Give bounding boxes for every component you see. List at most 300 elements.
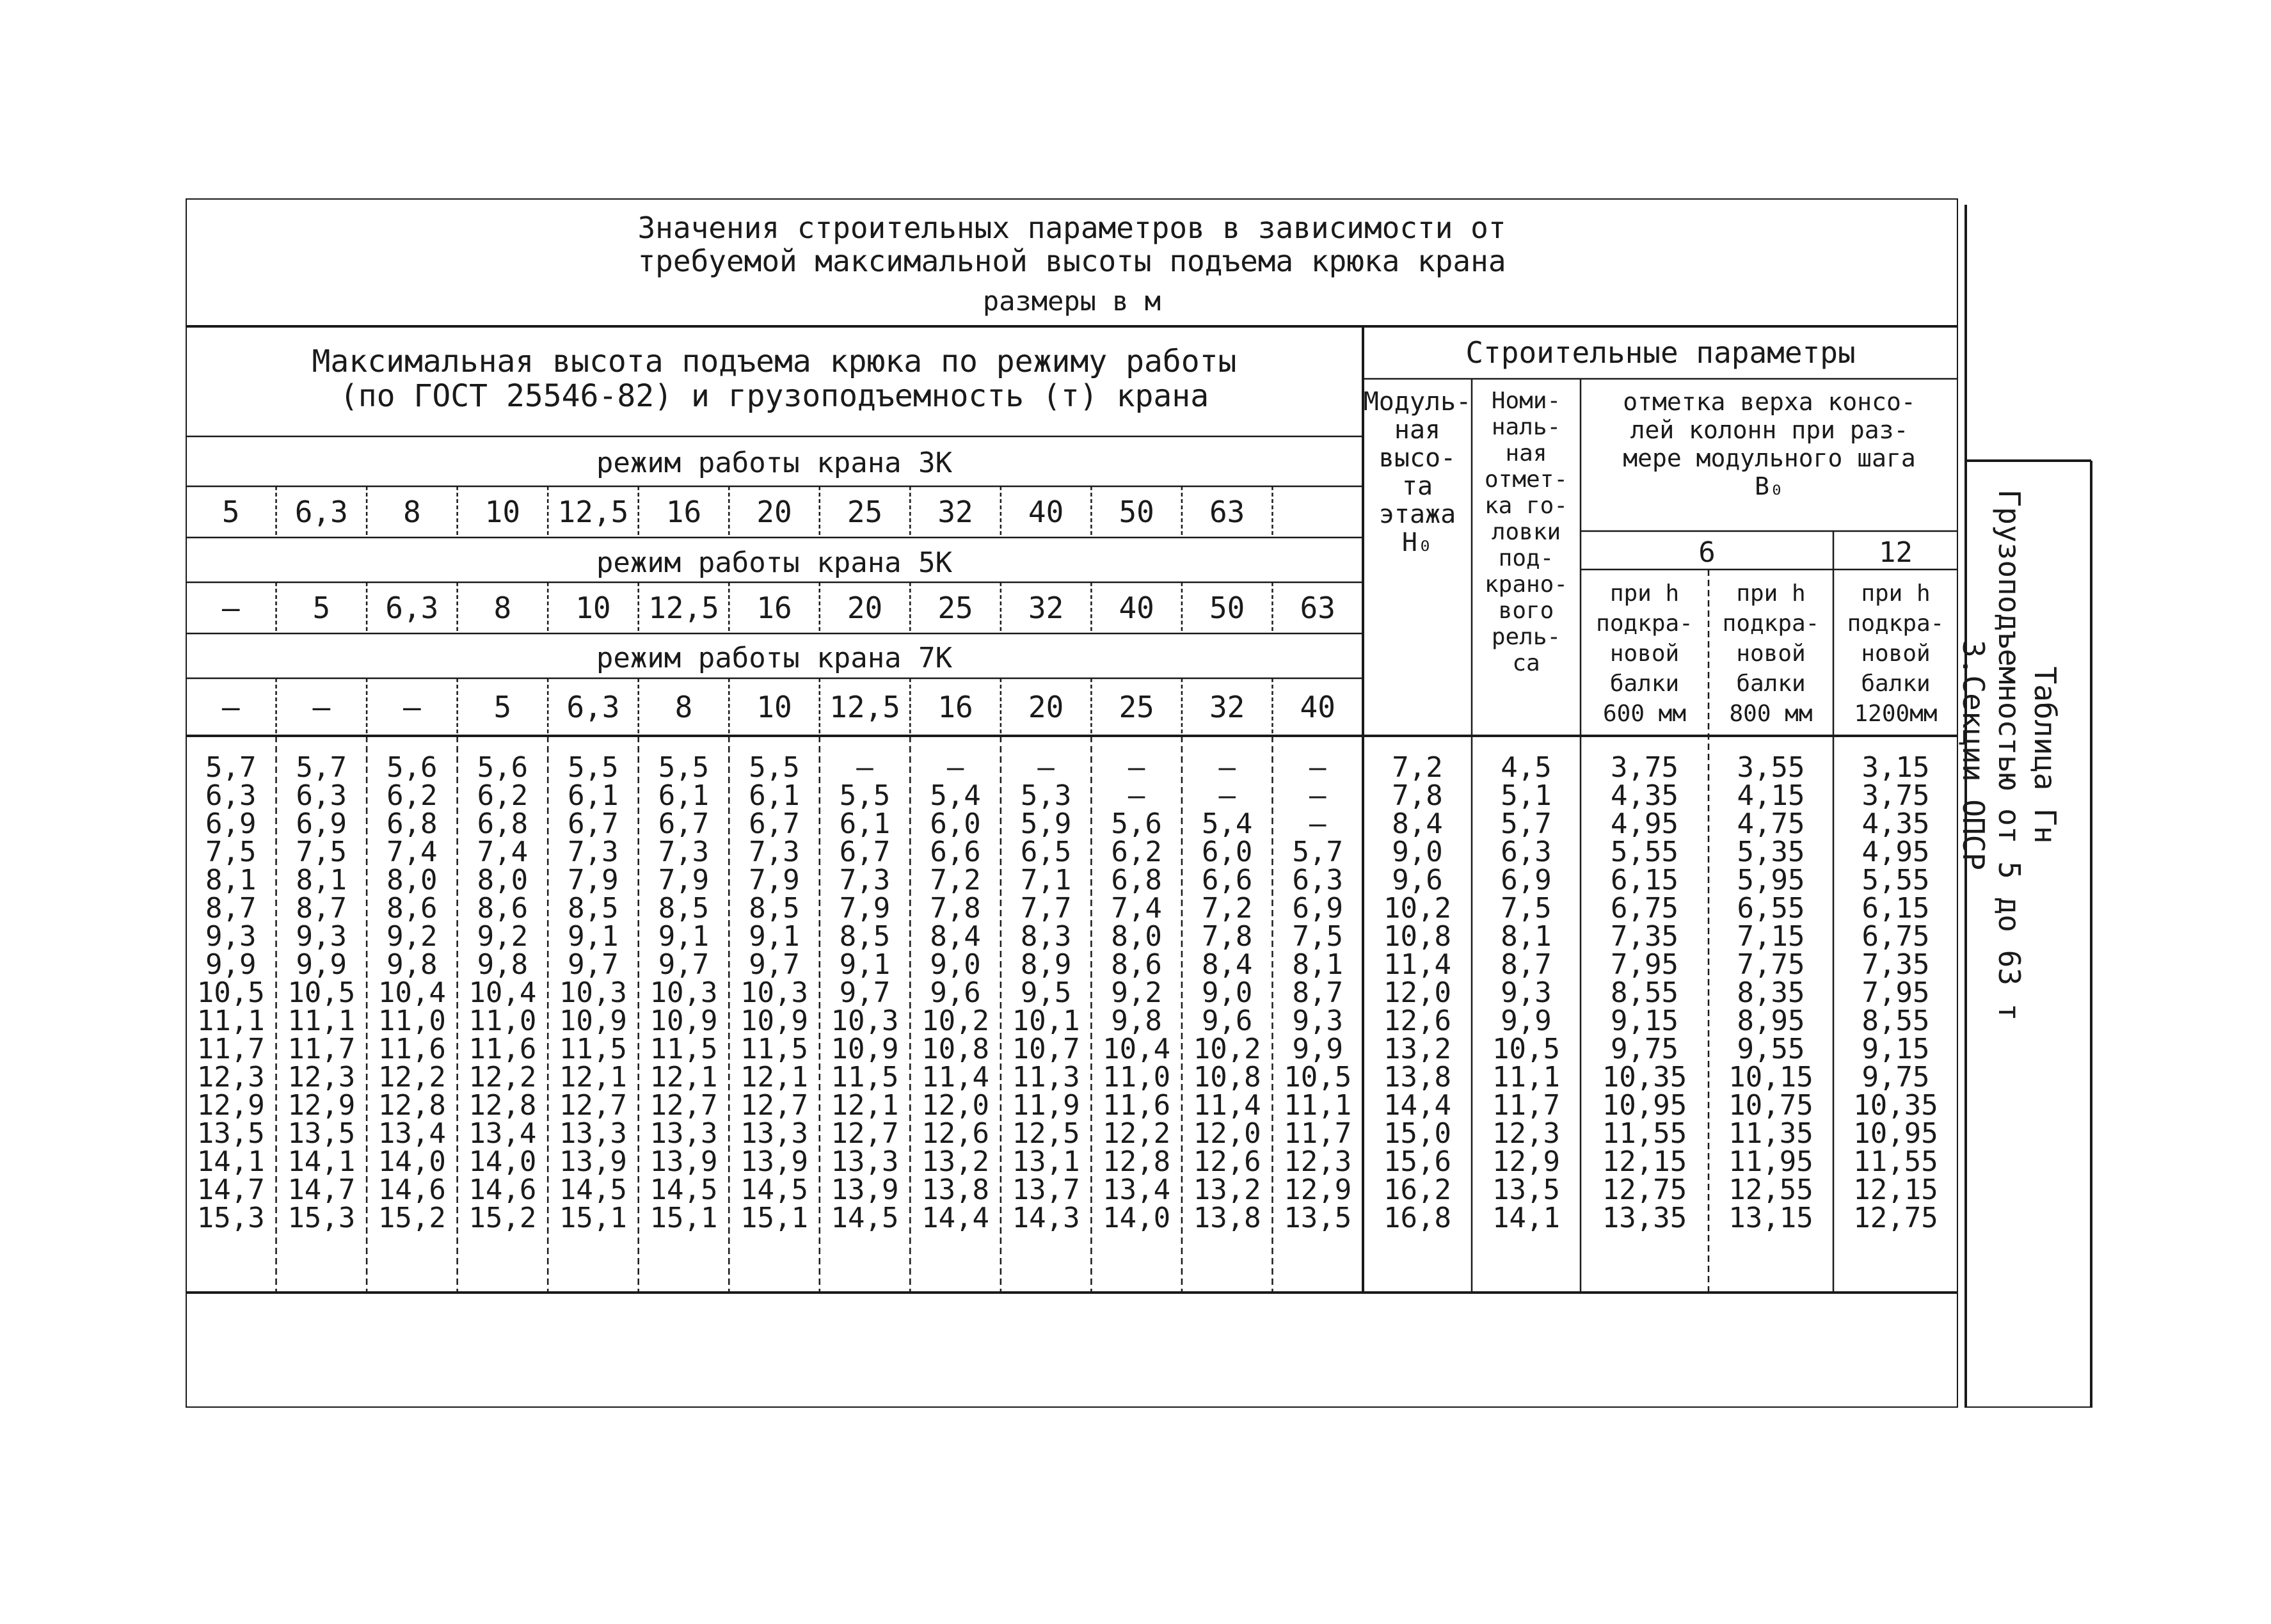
data-cell: 5,4 [930, 779, 981, 812]
mode-capacity-cell: 16 [756, 591, 792, 625]
data-cell: 8,35 [1737, 976, 1805, 1009]
data-cell: 12,5 [1012, 1117, 1080, 1150]
data-cell: 4,75 [1737, 808, 1805, 840]
data-cell: 12,1 [831, 1089, 899, 1122]
data-cell: 14,7 [287, 1174, 356, 1206]
data-cell: 13,8 [1193, 1202, 1261, 1234]
data-cell: 11,7 [287, 1033, 356, 1065]
data-cell: 8,9 [1020, 948, 1072, 981]
data-cell: 7,5 [1501, 892, 1552, 925]
data-cell: 12,3 [287, 1061, 356, 1094]
data-cell: 13,3 [831, 1145, 899, 1178]
header-text-line: 800 мм [1729, 701, 1813, 727]
data-cell: 14,5 [559, 1174, 627, 1206]
data-cell: 6,55 [1737, 892, 1805, 925]
data-cell: 11,5 [559, 1033, 627, 1065]
data-cell: 9,7 [658, 948, 710, 981]
data-column [1001, 751, 1092, 1234]
data-cell: 13,2 [1383, 1033, 1451, 1065]
data-cell: 10,95 [1602, 1089, 1687, 1122]
data-cell: 13,4 [1103, 1174, 1171, 1206]
header-text-line: рель- [1491, 624, 1561, 650]
data-column [1182, 751, 1273, 1234]
data-cell: 7,95 [1861, 976, 1930, 1009]
data-cell: 7,1 [1020, 864, 1072, 896]
mode-capacity-cell: 8 [402, 495, 421, 529]
data-cell: 9,0 [930, 948, 981, 981]
data-cell: 13,5 [287, 1117, 356, 1150]
data-cell: 11,3 [1012, 1061, 1080, 1094]
left-group-title-line-1: Максимальная высота подъема крюка по режиму работы [312, 344, 1237, 379]
data-cell: 5,5 [568, 751, 619, 784]
data-cell: 10,3 [740, 976, 808, 1009]
mode-capacity-cell: 40 [1300, 690, 1335, 724]
data-cell: 16,2 [1383, 1174, 1451, 1206]
data-cell: 12,75 [1602, 1174, 1687, 1206]
data-cell: 9,3 [1501, 976, 1552, 1009]
data-cell: 9,1 [568, 920, 619, 953]
data-cell: 10,8 [921, 1033, 990, 1065]
mode-capacity-cell: 10 [484, 495, 521, 529]
data-cell: 5,55 [1611, 836, 1678, 868]
data-cell: 6,0 [1201, 836, 1253, 868]
data-cell: 14,4 [1383, 1089, 1451, 1122]
data-cell: 11,4 [1193, 1089, 1261, 1122]
header-text-line: ловки [1491, 519, 1561, 545]
data-cell: 7,2 [1392, 751, 1443, 784]
data-cell: 12,2 [1103, 1117, 1171, 1150]
data-cell: – [1218, 779, 1236, 812]
data-cell: 11,0 [1103, 1061, 1171, 1094]
data-cell: 6,3 [1501, 836, 1552, 868]
data-cell: 7,5 [1292, 920, 1343, 953]
data-column [729, 751, 820, 1234]
header-text-line: Модуль- [1363, 387, 1472, 417]
data-cell: 11,35 [1728, 1117, 1813, 1150]
header-text-line: мере модульного шага [1623, 444, 1916, 472]
data-cell: 11,0 [468, 1005, 537, 1037]
mode-capacity-cell: 12,5 [557, 495, 629, 529]
data-cell: 7,35 [1611, 920, 1678, 953]
table-number: Таблица Гн [2028, 666, 2062, 844]
beam-800-header [1709, 578, 1833, 729]
data-cell: 15,3 [287, 1202, 356, 1234]
data-cell: 9,8 [477, 948, 529, 981]
data-cell: 14,1 [287, 1145, 356, 1178]
data-cell: 11,1 [287, 1005, 356, 1037]
mode-capacity-cell: – [402, 690, 421, 724]
data-cell: 8,7 [296, 892, 347, 925]
data-cell: 10,3 [831, 1005, 899, 1037]
data-cell: 5,5 [839, 779, 891, 812]
mode-capacity-cell: 32 [1209, 690, 1245, 724]
mode-capacity-cell: 8 [674, 690, 693, 724]
data-cell: 9,3 [296, 920, 347, 953]
data-cell: 6,8 [477, 808, 529, 840]
data-cell: 5,6 [1111, 808, 1162, 840]
data-column [1581, 751, 1709, 1234]
header-text-line: са [1512, 650, 1540, 676]
data-cell: 10,1 [1012, 1005, 1080, 1037]
data-cell: 14,0 [378, 1145, 446, 1178]
data-cell: 13,4 [468, 1117, 537, 1150]
header-text-line: при h [1736, 580, 1806, 607]
data-cell: 12,0 [1193, 1117, 1261, 1150]
data-cell: 6,9 [1292, 892, 1343, 925]
data-cell: 4,15 [1737, 779, 1805, 812]
data-cell: 12,7 [740, 1089, 808, 1122]
data-cell: 11,1 [1492, 1061, 1560, 1094]
header-text-line: ная [1505, 440, 1547, 466]
data-cell: 9,5 [1020, 976, 1072, 1009]
data-cell: 8,5 [839, 920, 891, 953]
header-text-line: новой [1861, 641, 1931, 667]
data-cell: 12,6 [1383, 1005, 1451, 1037]
data-cell: 5,55 [1861, 864, 1930, 896]
data-cell: 5,3 [1020, 779, 1072, 812]
data-cell: 6,8 [1111, 864, 1162, 896]
data-cell: 9,15 [1611, 1005, 1678, 1037]
data-cell: 10,75 [1728, 1089, 1813, 1122]
series-label: 3.Секции ОПСР [1956, 639, 1991, 871]
data-cell: 9,6 [930, 976, 981, 1009]
data-cell: 6,7 [749, 808, 800, 840]
data-cell: 13,9 [740, 1145, 808, 1178]
table-title [186, 211, 1958, 278]
data-cell: 13,9 [649, 1145, 718, 1178]
data-cell: 14,0 [1103, 1202, 1171, 1234]
units-note: размеры в м [982, 285, 1161, 317]
data-cell: 11,7 [196, 1033, 265, 1065]
data-cell: – [1128, 779, 1145, 812]
header-text-line: подкра- [1596, 610, 1693, 637]
data-cell: 13,3 [740, 1117, 808, 1150]
data-cell: 10,8 [1383, 920, 1451, 953]
data-cell: 11,0 [378, 1005, 446, 1037]
data-cell: 13,2 [1193, 1174, 1261, 1206]
data-cell: 7,5 [205, 836, 257, 868]
beam-600-header [1581, 578, 1709, 729]
data-column [1833, 751, 1958, 1234]
data-cell: 11,5 [831, 1061, 899, 1094]
data-column [548, 751, 639, 1234]
step-12-header: 12 [1879, 536, 1913, 569]
data-cell: 13,8 [1383, 1061, 1451, 1094]
mode-capacity-cell: 6,3 [385, 591, 439, 625]
data-cell: 6,9 [205, 808, 257, 840]
data-cell: 4,95 [1611, 808, 1678, 840]
data-cell: 10,3 [649, 976, 718, 1009]
data-cell: 11,7 [1284, 1117, 1352, 1150]
data-cell: 12,0 [1383, 976, 1451, 1009]
mode-capacity-cell: 16 [665, 495, 702, 529]
data-cell: 7,8 [930, 892, 981, 925]
data-cell: 3,75 [1861, 779, 1930, 812]
data-column [458, 751, 548, 1234]
data-cell: 11,95 [1728, 1145, 1813, 1178]
data-cell: 6,1 [568, 779, 619, 812]
console-mark-header [1581, 388, 1958, 500]
header-text-line: балки [1736, 671, 1806, 697]
mode-capacity-cell: 40 [1028, 495, 1064, 529]
data-cell: 11,4 [1383, 948, 1451, 981]
data-cell: 5,7 [1292, 836, 1343, 868]
data-cell: 6,6 [1201, 864, 1253, 896]
mode-capacity-cell: 50 [1119, 495, 1154, 529]
data-cell: 11,55 [1853, 1145, 1938, 1178]
header-text-line: балки [1609, 671, 1680, 697]
data-cell: 14,4 [921, 1202, 990, 1234]
data-cell: 14,0 [468, 1145, 537, 1178]
data-cell: 14,1 [1492, 1202, 1560, 1234]
data-cell: 6,8 [386, 808, 438, 840]
data-cell: 6,3 [205, 779, 257, 812]
data-cell: 10,4 [468, 976, 537, 1009]
data-cell: – [1309, 808, 1327, 840]
header-text-line: подкра- [1847, 610, 1945, 637]
data-cell: 8,6 [477, 892, 529, 925]
header-text-line: этажа [1378, 500, 1456, 529]
mode-capacity-cell: 25 [847, 495, 883, 529]
data-cell: 14,5 [831, 1202, 899, 1234]
data-cell: 7,9 [658, 864, 710, 896]
data-cell: 11,1 [196, 1005, 265, 1037]
data-cell: 8,5 [749, 892, 800, 925]
data-cell: 9,55 [1737, 1033, 1805, 1065]
data-cell: 6,2 [386, 779, 438, 812]
data-cell: 12,3 [1284, 1145, 1352, 1178]
data-cell: 8,7 [205, 892, 257, 925]
data-cell: 13,3 [649, 1117, 718, 1150]
data-cell: 8,95 [1737, 1005, 1805, 1037]
header-text-line: новой [1736, 641, 1806, 667]
data-cell: 10,35 [1853, 1089, 1938, 1122]
data-cell: 14,3 [1012, 1202, 1080, 1234]
data-cell: 9,7 [839, 976, 891, 1009]
data-cell: 6,3 [1292, 864, 1343, 896]
data-cell: 15,2 [378, 1202, 446, 1234]
data-cell: 5,35 [1737, 836, 1805, 868]
side-caption [1958, 403, 2060, 1107]
data-cell: 9,1 [658, 920, 710, 953]
data-column [1363, 751, 1472, 1234]
beam-1200-header [1833, 578, 1958, 729]
data-cell: 8,1 [1292, 948, 1343, 981]
mode-capacity-cell: 25 [1119, 690, 1154, 724]
data-cell: 9,2 [386, 920, 438, 953]
data-cell: 8,1 [205, 864, 257, 896]
data-cell: 9,9 [1501, 1005, 1552, 1037]
mode-capacity-cell: – [312, 690, 331, 724]
data-cell: 13,8 [921, 1174, 990, 1206]
data-cell: 9,75 [1611, 1033, 1678, 1065]
data-cell: 7,35 [1861, 948, 1930, 981]
data-cell: 8,55 [1611, 976, 1678, 1009]
mode-capacity-cell: 63 [1300, 591, 1335, 625]
data-cell: 16,8 [1383, 1202, 1451, 1234]
data-column [276, 751, 367, 1234]
data-cell: 12,8 [1103, 1145, 1171, 1178]
data-cell: 8,0 [1111, 920, 1162, 953]
data-cell: 9,7 [749, 948, 800, 981]
data-cell: 14,5 [740, 1174, 808, 1206]
data-cell: 7,95 [1611, 948, 1678, 981]
data-cell: 6,7 [839, 836, 891, 868]
data-column [186, 751, 276, 1234]
header-text-line: ная [1394, 415, 1441, 445]
data-cell: 5,6 [386, 751, 438, 784]
mode-capacity-cell: 10 [756, 690, 792, 724]
mode-capacity-cell: 12,5 [829, 690, 900, 724]
data-cell: 14,6 [378, 1174, 446, 1206]
data-cell: 13,5 [1492, 1174, 1560, 1206]
data-cell: 6,1 [658, 779, 710, 812]
data-cell: 11,1 [1284, 1089, 1352, 1122]
data-cell: 8,1 [296, 864, 347, 896]
data-cell: 12,8 [378, 1089, 446, 1122]
data-cell: 8,55 [1861, 1005, 1930, 1037]
mode-capacity-cell: 5 [493, 690, 512, 724]
data-cell: 14,7 [196, 1174, 265, 1206]
data-cell: 5,1 [1501, 779, 1552, 812]
data-cell: 12,1 [649, 1061, 718, 1094]
data-cell: 5,7 [1501, 808, 1552, 840]
mode-capacity-cell: 50 [1209, 591, 1245, 625]
data-cell: 9,6 [1201, 1005, 1253, 1037]
data-cell: 9,3 [1292, 1005, 1343, 1037]
data-cell: 8,6 [1111, 948, 1162, 981]
data-column [639, 751, 729, 1234]
header-text-line: балки [1861, 671, 1931, 697]
data-cell: – [1128, 751, 1145, 784]
header-text-line: В₀ [1755, 472, 1784, 500]
data-cell: 6,1 [749, 779, 800, 812]
data-cell: 7,75 [1737, 948, 1805, 981]
data-cell: 12,8 [468, 1089, 537, 1122]
data-cell: 10,35 [1602, 1061, 1687, 1094]
data-cell: 7,7 [1020, 892, 1072, 925]
data-cell: – [1218, 751, 1236, 784]
data-cell: 6,1 [839, 808, 891, 840]
data-cell: 9,8 [1111, 1005, 1162, 1037]
data-cell: 13,7 [1012, 1174, 1080, 1206]
data-cell: 13,9 [559, 1145, 627, 1178]
data-cell: 10,3 [559, 976, 627, 1009]
data-cell: 12,9 [196, 1089, 265, 1122]
data-cell: 7,4 [386, 836, 438, 868]
data-cell: 7,8 [1392, 779, 1443, 812]
data-cell: 6,15 [1611, 864, 1678, 896]
data-cell: 15,1 [740, 1202, 808, 1234]
data-cell: 12,0 [921, 1089, 990, 1122]
header-text-line: высо- [1378, 443, 1456, 473]
data-cell: 12,9 [287, 1089, 356, 1122]
data-cell: 12,15 [1602, 1145, 1687, 1178]
data-cell: 13,1 [1012, 1145, 1080, 1178]
data-cell: 15,1 [559, 1202, 627, 1234]
left-group-title-line-2: (по ГОСТ 25546-82) и грузоподъемность (т) крана [339, 378, 1209, 414]
data-cell: 8,0 [386, 864, 438, 896]
data-column [1091, 751, 1182, 1234]
header-text-line: отметка верха консо- [1623, 388, 1916, 416]
data-cell: 9,9 [205, 948, 257, 981]
data-cell: 11,7 [1492, 1089, 1560, 1122]
data-cell: 7,9 [568, 864, 619, 896]
data-cell: 10,7 [1012, 1033, 1080, 1065]
data-cell: 3,75 [1611, 751, 1678, 784]
data-cell: 12,75 [1853, 1202, 1938, 1234]
mode-capacity-cell: 25 [937, 591, 973, 625]
data-cell: 10,9 [740, 1005, 808, 1037]
data-cell: 5,4 [1201, 808, 1253, 840]
mode-7k-label: режим работы крана 7К [596, 642, 953, 674]
data-cell: 12,7 [559, 1089, 627, 1122]
mode-capacity-cell: 20 [847, 591, 883, 625]
data-cell: 10,9 [831, 1033, 899, 1065]
data-cell: – [1309, 779, 1327, 812]
data-cell: 8,6 [386, 892, 438, 925]
capacity-range: Грузоподъемностью от 5 до 63 т [1992, 489, 2027, 1021]
data-cell: 10,5 [196, 976, 265, 1009]
data-cell: 7,4 [1111, 892, 1162, 925]
mode-capacity-cell: – [221, 690, 240, 724]
data-cell: 6,5 [1020, 836, 1072, 868]
data-cell: 10,9 [559, 1005, 627, 1037]
data-cell: 8,4 [1392, 808, 1443, 840]
data-cell: 13,5 [196, 1117, 265, 1150]
data-cell: 11,55 [1602, 1117, 1687, 1150]
data-column [367, 751, 458, 1234]
data-cell: 7,4 [477, 836, 529, 868]
title-line-2: требуемой максимальной высоты подъема крюка крана [637, 244, 1506, 278]
header-text-line: 1200мм [1854, 701, 1938, 727]
data-cell: – [946, 751, 964, 784]
data-cell: 13,2 [921, 1145, 990, 1178]
data-cell: 12,3 [1492, 1117, 1560, 1150]
data-cell: – [1309, 751, 1327, 784]
data-cell: 6,7 [568, 808, 619, 840]
data-cell: 8,5 [658, 892, 710, 925]
header-text-line: наль- [1491, 414, 1561, 440]
data-cell: 10,2 [1383, 892, 1451, 925]
header-text-line: вого [1498, 598, 1554, 624]
data-cell: 12,1 [740, 1061, 808, 1094]
data-cell: 12,7 [831, 1117, 899, 1150]
modular-height-header [1363, 388, 1472, 557]
data-cell: 8,7 [1292, 976, 1343, 1009]
mode-3k-label: режим работы крана 3К [596, 447, 953, 479]
data-cell: 11,6 [468, 1033, 537, 1065]
mode-capacity-cell: 5 [221, 495, 240, 529]
data-cell: 8,0 [477, 864, 529, 896]
data-cell: 6,9 [1501, 864, 1552, 896]
header-text-line: та [1401, 472, 1433, 501]
data-cell: 7,9 [839, 892, 891, 925]
data-cell: 9,8 [386, 948, 438, 981]
header-text-line: при h [1609, 580, 1680, 607]
data-cell: 7,2 [930, 864, 981, 896]
data-cell: 9,7 [568, 948, 619, 981]
data-cell: – [856, 751, 873, 784]
mode-capacity-cell: 63 [1209, 495, 1245, 529]
mode-capacity-cell: 40 [1119, 591, 1154, 625]
data-cell: 6,6 [930, 836, 981, 868]
data-cell: 11,9 [1012, 1089, 1080, 1122]
mode-capacity-cell: 5 [312, 591, 331, 625]
data-cell: 9,2 [477, 920, 529, 953]
data-cell: 15,6 [1383, 1145, 1451, 1178]
data-cell: – [1037, 751, 1055, 784]
